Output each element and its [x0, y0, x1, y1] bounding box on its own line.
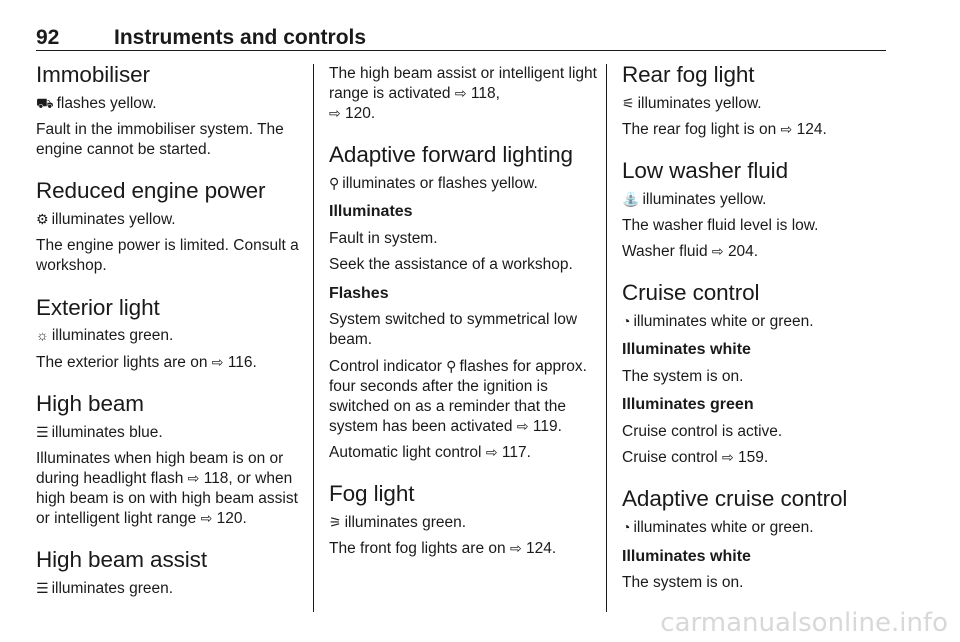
intro-text: The high beam assist or intelligent light range is activated ⇨ 118, ⇨ 120. [329, 65, 597, 123]
page-header [36, 26, 886, 51]
section-high-beam-assist: High beam assist ☰ illuminates green. [36, 547, 302, 599]
column-divider [606, 64, 607, 612]
page-number: 92 [36, 26, 60, 49]
xref-arrow-icon: ⇨ [509, 540, 522, 557]
section-cruise-control: Cruise control ◔ illuminates white or green. Illuminates white The system is on. Illuminates green Cruise control is active. Cruise control ⇨ 159. [622, 280, 884, 468]
subsection-heading: Flashes [329, 284, 389, 302]
xref-arrow-icon: ⇨ [516, 418, 529, 435]
page-reference[interactable]: 159. [737, 449, 769, 467]
page-reference[interactable]: 204. [727, 243, 759, 261]
section-fog-light: Fog light ⚞ illuminates green. The front fog lights are on ⇨ 124. [329, 481, 597, 559]
xref-arrow-icon: ⇨ [211, 353, 224, 370]
exterior-light-icon: ☼ [36, 327, 49, 344]
subsection-heading: Illuminates [329, 203, 413, 221]
subsection-heading: Illuminates green [622, 396, 754, 414]
car-lock-icon: ⛟ [36, 94, 54, 111]
afl-icon: ⚲ [329, 175, 340, 192]
section-title: Adaptive cruise control [622, 486, 848, 512]
xref-arrow-icon: ⇨ [780, 121, 793, 138]
section-rear-fog-light: Rear fog light ⚟ illuminates yellow. The rear fog light is on ⇨ 124. [622, 62, 884, 140]
section-title: Low washer fluid [622, 158, 788, 184]
page-reference[interactable]: 120. [216, 510, 247, 528]
section-title: Exterior light [36, 294, 160, 320]
section-title: High beam [36, 390, 144, 416]
section-title: Fog light [329, 481, 415, 507]
section-low-washer-fluid: Low washer fluid ⛲ illuminates yellow. The washer fluid level is low. Washer fluid ⇨ 204. [622, 158, 884, 262]
xref-arrow-icon: ⇨ [329, 105, 341, 122]
engine-icon: ⚙ [36, 211, 49, 228]
page-reference[interactable]: 124. [796, 121, 827, 139]
afl-icon: ⚲ [446, 357, 457, 374]
washer-fluid-icon: ⛲ [622, 191, 640, 208]
watermark: carmanualsonline.info [660, 608, 948, 638]
section-title: High beam assist [36, 547, 207, 573]
column-3 [622, 62, 884, 593]
column-2 [329, 64, 597, 559]
xref-arrow-icon: ⇨ [711, 243, 724, 260]
cruise-control-icon: ◔ [622, 313, 631, 330]
high-beam-icon: ☰ [36, 423, 49, 440]
page-reference[interactable]: 119. [532, 418, 562, 436]
section-adaptive-cruise-control: Adaptive cruise control ◔ illuminates white or green. Illuminates white The system is on. [622, 486, 884, 593]
section-exterior-light: Exterior light ☼ illuminates green. The exterior lights are on ⇨ 116. [36, 295, 302, 373]
section-high-beam: High beam ☰ illuminates blue. Illuminates when high beam is on or during headlight flash ⇨ 118, or when high beam is on with high beam assist or intelligent light range ⇨ 120. [36, 391, 302, 530]
section-title: Cruise control [622, 280, 760, 306]
chapter-title: Instruments and controls [114, 26, 367, 49]
xref-arrow-icon: ⇨ [721, 449, 734, 466]
column-divider [313, 64, 314, 612]
high-beam-assist-icon: ☰ [36, 580, 49, 597]
subsection-heading: Illuminates white [622, 341, 751, 359]
adaptive-cruise-control-icon: ◔ [622, 519, 631, 536]
section-title: Adaptive forward lighting [329, 142, 573, 168]
page-reference[interactable]: 118, [470, 85, 500, 103]
column-1 [36, 62, 302, 599]
section-title: Immobiliser [36, 62, 150, 87]
page-reference[interactable]: 120. [345, 105, 376, 123]
section-adaptive-forward-lighting: Adaptive forward lighting ⚲ illuminates or flashes yellow. Illuminates Fault in system. Seek the assistance of a workshop. Flashes System switched to symmetrical low beam. Control indicator ⚲ flashes for approx. four seconds after the ignition is switched on as a reminder that the system has been activated ⇨ 119. Automatic light control ⇨ 117. [329, 142, 597, 463]
page-reference[interactable]: 117. [501, 444, 531, 462]
section-reduced-engine-power: Reduced engine power ⚙ illuminates yellow. The engine power is limited. Consult a workshop. [36, 178, 302, 276]
xref-arrow-icon: ⇨ [200, 510, 213, 527]
page-reference[interactable]: 124. [526, 540, 557, 558]
subsection-heading: Illuminates white [622, 547, 751, 565]
xref-arrow-icon: ⇨ [485, 444, 498, 461]
section-title: Rear fog light [622, 62, 755, 87]
rear-fog-light-icon: ⚟ [622, 94, 635, 111]
section-immobiliser: Immobiliser ⛟ flashes yellow. Fault in the immobiliser system. The engine cannot be started. [36, 62, 302, 160]
xref-arrow-icon: ⇨ [187, 469, 200, 486]
section-title: Reduced engine power [36, 178, 266, 204]
xref-arrow-icon: ⇨ [454, 85, 467, 102]
front-fog-light-icon: ⚞ [329, 514, 342, 531]
page-reference[interactable]: 116. [227, 353, 257, 371]
